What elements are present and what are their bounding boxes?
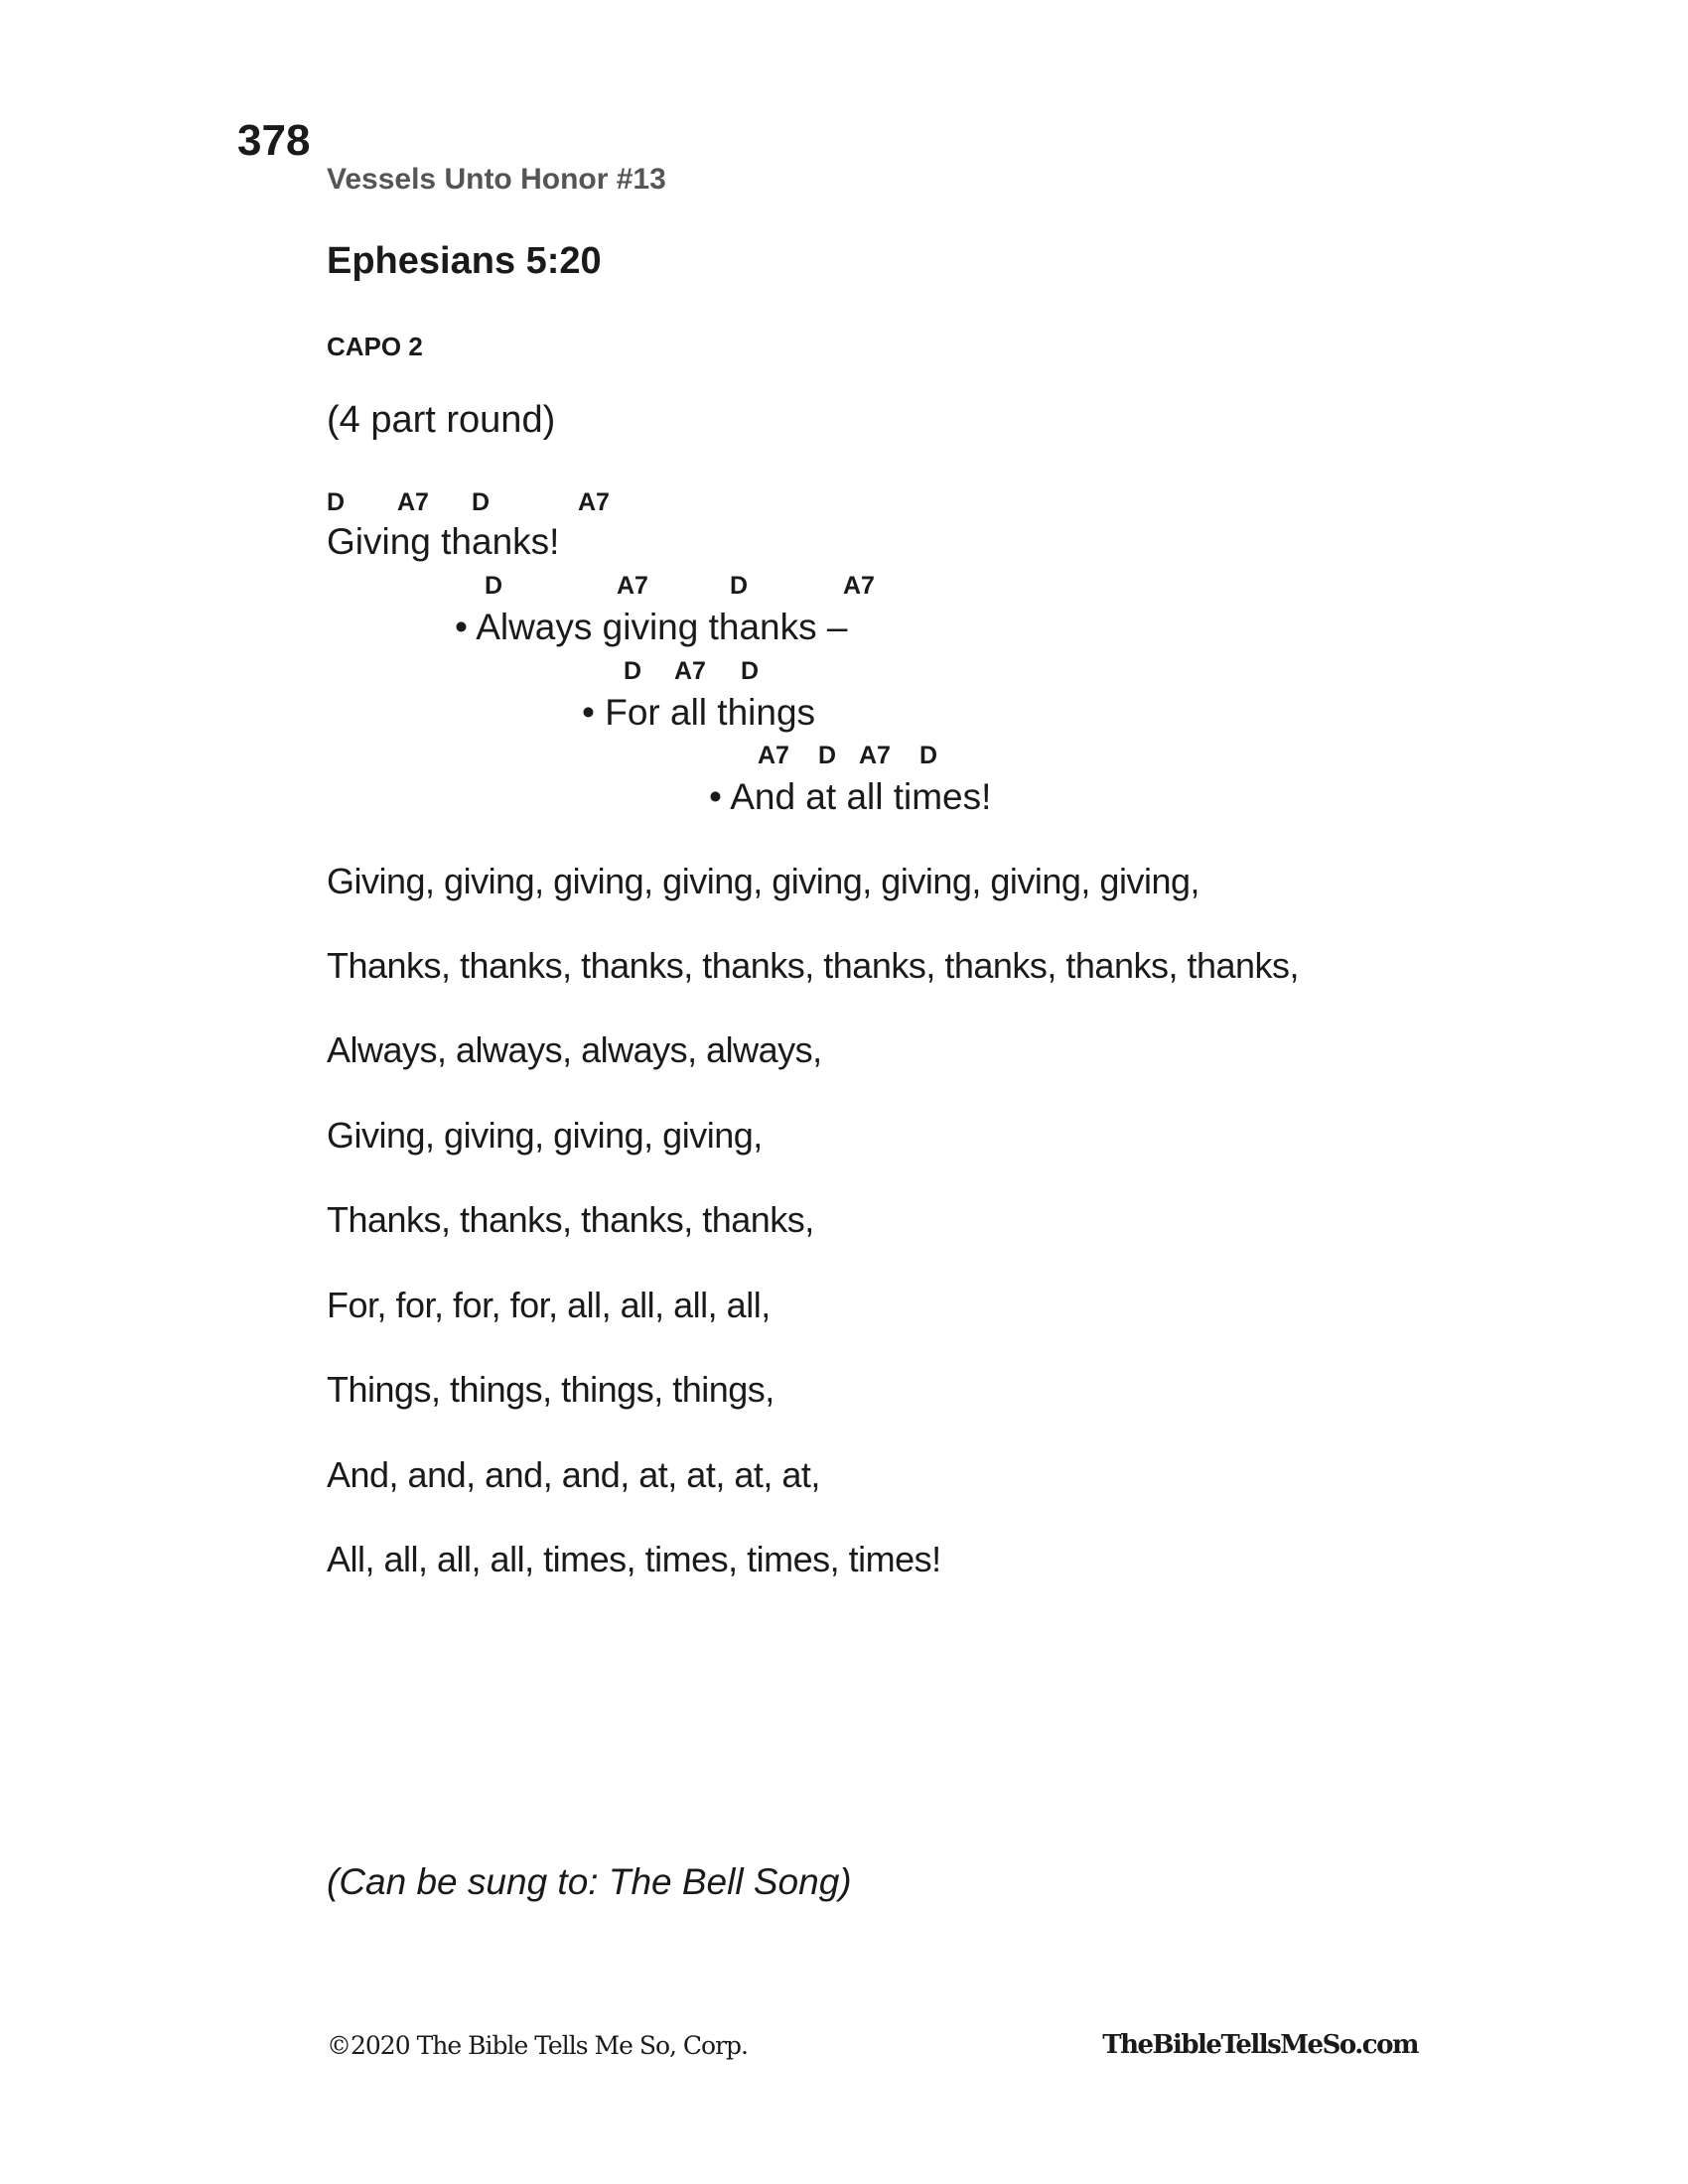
lyric-line: Giving, giving, giving, giving, — [327, 1115, 763, 1156]
lyric-line: Always, always, always, always, — [327, 1029, 822, 1070]
lyric-line: For, for, for, for, all, all, all, all, — [327, 1285, 771, 1325]
song-title: Ephesians 5:20 — [327, 240, 602, 282]
chord: D — [485, 572, 503, 600]
page-number: 378 — [237, 116, 311, 165]
round-lyric: • And at all times! — [709, 776, 992, 817]
lyric-line: Things, things, things, things, — [327, 1369, 774, 1410]
chord: D — [741, 657, 760, 685]
chord: D — [919, 742, 938, 769]
chord: A7 — [859, 742, 891, 769]
lyric-line: And, and, and, and, at, at, at, at, — [327, 1454, 820, 1495]
chord: D — [624, 657, 642, 685]
chord: D — [327, 488, 346, 516]
chord: A7 — [617, 572, 648, 600]
tune-note: (Can be sung to: The Bell Song) — [327, 1861, 852, 1902]
chord: A7 — [843, 572, 875, 600]
website-link[interactable]: TheBibleTellsMeSo.com — [1102, 2030, 1418, 2060]
chord: D — [730, 572, 749, 600]
lyric-line: Thanks, thanks, thanks, thanks, — [327, 1199, 814, 1240]
series-heading: Vessels Unto Honor #13 — [327, 163, 666, 196]
chord: A7 — [674, 657, 706, 685]
lyric-line: Thanks, thanks, thanks, thanks, thanks, thanks, thanks, thanks, — [327, 945, 1300, 986]
chord: A7 — [397, 488, 429, 516]
round-lyric: • Always giving thanks – — [455, 607, 848, 647]
lyric-line: Giving, giving, giving, giving, giving, giving, giving, giving, — [327, 861, 1199, 901]
chord: D — [472, 488, 491, 516]
round-note: (4 part round) — [327, 399, 556, 441]
copyright: ©2020 The Bible Tells Me So, Corp. — [327, 2031, 748, 2060]
round-lyric: Giving thanks! — [327, 521, 560, 562]
chord: D — [818, 742, 837, 769]
chord: A7 — [758, 742, 789, 769]
lyric-line: All, all, all, all, times, times, times, times! — [327, 1539, 941, 1579]
round-lyric: • For all things — [582, 692, 816, 733]
chord: A7 — [578, 488, 610, 516]
capo-label: CAPO 2 — [327, 332, 423, 361]
